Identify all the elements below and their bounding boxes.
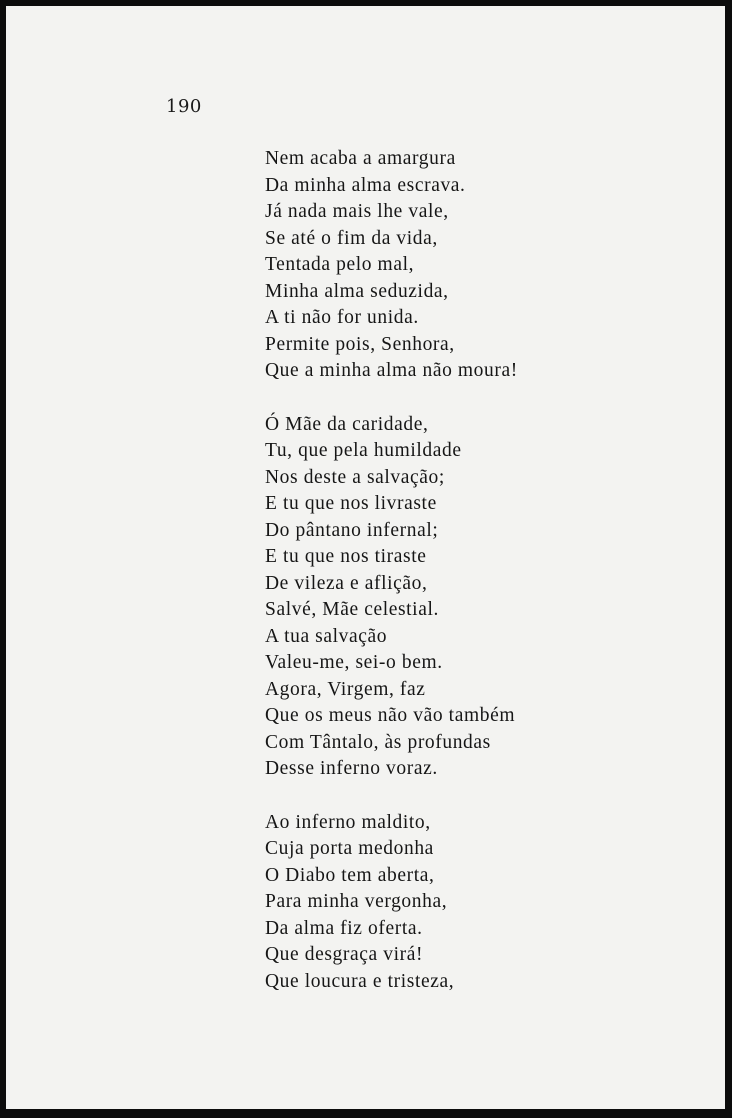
poem-line: Que desgraça virá! xyxy=(265,944,424,965)
poem-line: E tu que nos livraste xyxy=(265,493,437,514)
poem-line: Do pântano infernal; xyxy=(265,519,439,541)
poem-line: Já nada mais lhe vale, xyxy=(265,201,449,222)
poem-line: Nem acaba a amargura xyxy=(265,148,456,169)
poem-line: Permite pois, Senhora, xyxy=(265,333,455,355)
stanza-2 xyxy=(265,412,518,783)
stanza-1 xyxy=(265,146,518,385)
poem-body xyxy=(265,146,518,995)
poem-line: Tu, que pela humildade xyxy=(265,440,462,461)
poem-line: Cuja porta medonha xyxy=(265,838,434,859)
poem-line: Da alma fiz oferta. xyxy=(265,917,423,939)
poem-line: Da minha alma escrava. xyxy=(265,174,466,196)
poem-line: Para minha vergonha, xyxy=(265,891,448,912)
poem-line: O Diabo tem aberta, xyxy=(265,864,435,886)
poem-line: A ti não for unida. xyxy=(265,307,419,328)
poem-line: Ao inferno maldito, xyxy=(265,811,431,833)
poem-line: Que a minha alma não moura! xyxy=(265,360,518,381)
poem-line: Ó Mãe da caridade, xyxy=(265,413,429,435)
poem-line: De vileza e aflição, xyxy=(265,572,428,594)
poem-line: Minha alma seduzida, xyxy=(265,280,449,302)
poem-line: Salvé, Mãe celestial. xyxy=(265,599,439,620)
poem-line: Que os meus não vão também xyxy=(265,705,516,726)
stanza-3 xyxy=(265,810,518,996)
page-number: 190 xyxy=(166,96,202,117)
poem-line: Que loucura e tristeza, xyxy=(265,970,455,992)
poem-line: Se até o fim da vida, xyxy=(265,227,438,249)
poem-line: Valeu-me, sei-o bem. xyxy=(265,652,443,673)
poem-line: Tentada pelo mal, xyxy=(265,254,415,275)
poem-line: A tua salvação xyxy=(265,625,388,647)
poem-line: E tu que nos tiraste xyxy=(265,546,427,567)
poem-line: Desse inferno voraz. xyxy=(265,758,438,779)
poem-line: Nos deste a salvação; xyxy=(265,466,445,488)
poem-line: Com Tântalo, às profundas xyxy=(265,731,491,753)
poem-line: Agora, Virgem, faz xyxy=(265,678,426,700)
